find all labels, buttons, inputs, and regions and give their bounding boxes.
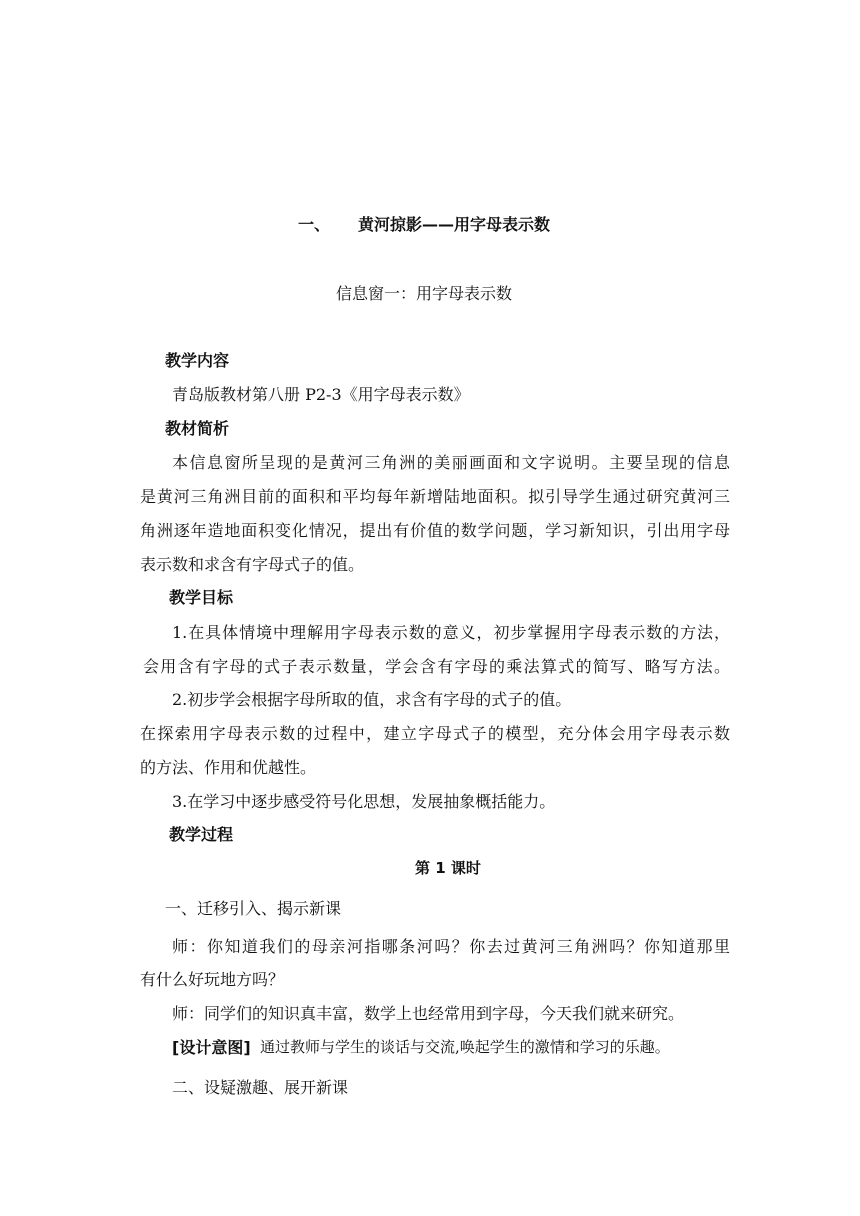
section-2-heading: 二、设疑激趣、展开新课 xyxy=(172,1078,349,1097)
window-title: 信息窗一：用字母表示数 xyxy=(336,284,513,303)
design-intent-text: 通过教师与学生的谈话与交流,唤起学生的激情和学习的乐趣。 xyxy=(260,1038,670,1056)
teaching-content-heading: 教学内容 xyxy=(165,351,230,370)
material-analysis-line-3: 角洲逐年造地面积变化情况，提出有价值的数学问题，学习新知识，引出用字母 xyxy=(140,521,730,540)
goal-1-line-2: 会用含有字母的式子表示数量，学会含有字母的乘法算式的简写、略写方法。 xyxy=(143,657,730,676)
section-1-heading: 一、迁移引入、揭示新课 xyxy=(165,899,342,918)
material-analysis-heading: 教材简析 xyxy=(165,419,230,438)
explore-line-1: 在探索用字母表示数的过程中，建立字母式子的模型，充分体会用字母表示数 xyxy=(140,724,730,743)
goal-2: 2.初步学会根据字母所取的值，求含有字母的式子的值。 xyxy=(172,690,572,709)
chapter-number: 一、 xyxy=(298,215,331,234)
material-analysis-line-4: 表示数和求含有字母式子的值。 xyxy=(140,555,365,574)
teaching-process-heading: 教学过程 xyxy=(169,825,234,844)
chapter-title: 黄河掠影——用字母表示数 xyxy=(358,215,551,234)
lesson-title: 第 1 课时 xyxy=(415,859,481,877)
teacher-2: 师：同学们的知识真丰富，数学上也经常用到字母，今天我们就来研究。 xyxy=(172,1004,685,1023)
teacher-1-line-2: 有什么好玩地方吗？ xyxy=(140,970,285,989)
teaching-goals-heading: 教学目标 xyxy=(169,588,234,607)
material-analysis-line-1: 本信息窗所呈现的是黄河三角洲的美丽画面和文字说明。主要呈现的信息 xyxy=(172,453,730,472)
explore-line-2: 的方法、作用和优越性。 xyxy=(140,758,317,777)
design-intent-label: [设计意图] xyxy=(172,1038,251,1057)
goal-1-line-1: 1.在具体情境中理解用字母表示数的意义，初步掌握用字母表示数的方法， xyxy=(172,623,730,642)
teaching-content-text: 青岛版教材第八册 P2-3《用字母表示数》 xyxy=(172,385,470,404)
teacher-1-line-1: 师：你知道我们的母亲河指哪条河吗？你去过黄河三角洲吗？你知道那里 xyxy=(172,937,730,956)
goal-3: 3.在学习中逐步感受符号化思想，发展抽象概括能力。 xyxy=(172,792,556,811)
material-analysis-line-2: 是黄河三角洲目前的面积和平均每年新增陆地面积。拟引导学生通过研究黄河三 xyxy=(140,487,730,506)
